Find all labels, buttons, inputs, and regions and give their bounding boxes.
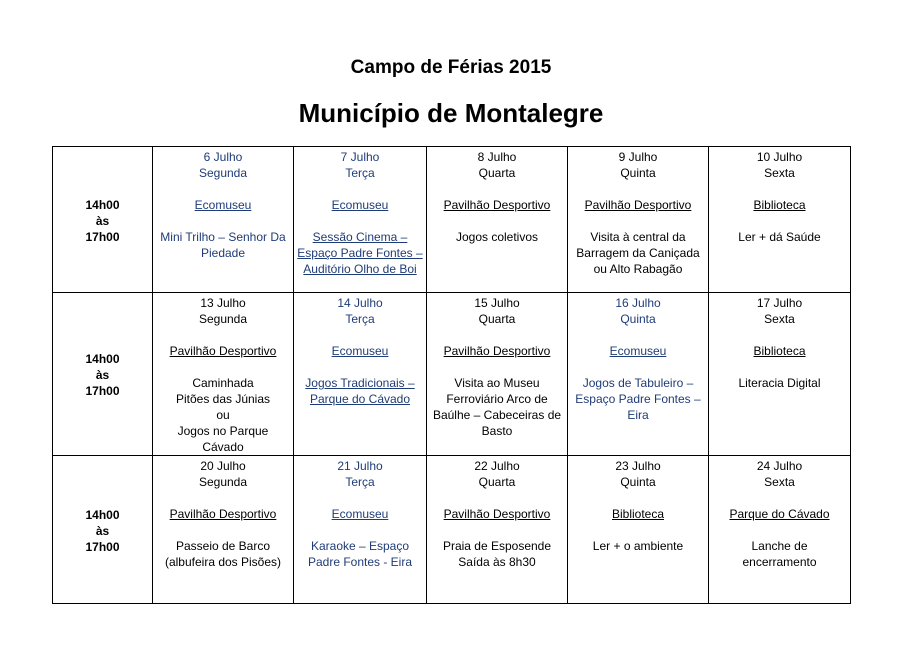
cell-weekday: Quinta [620, 475, 656, 489]
cell-activity-line: Mini Trilho – Senhor Da [160, 230, 286, 244]
cell-spacer [297, 359, 423, 375]
cell-date: 9 Julho [618, 150, 658, 164]
cell-date: 6 Julho [203, 150, 243, 164]
cell-spacer [571, 181, 705, 197]
cell-activity-line: ou [216, 408, 230, 422]
cell-activity-line: Visita ao Museu [454, 376, 540, 390]
cell-date: 21 Julho [337, 459, 383, 473]
time-slot-line: às [95, 368, 110, 382]
cell-spacer [712, 522, 847, 538]
cell-weekday: Quinta [620, 312, 656, 326]
cell-spacer [571, 327, 705, 343]
cell-activity-line: Ler + dá Saúde [738, 230, 821, 244]
cell-activity-line: Espaço Padre Fontes – [575, 392, 701, 406]
time-slot-line: 14h00 [85, 197, 120, 212]
cell-place[interactable]: Ecomuseu [194, 198, 252, 212]
cell-activity-line: Barragem da Caniçada [576, 246, 700, 260]
cell-activity-line: (albufeira dos Pisões) [164, 555, 282, 569]
cell-place: Pavilhão Desportivo [584, 198, 692, 212]
cell-activity-line: Baúlhe – Cabeceiras de [432, 408, 562, 422]
cell-place: Pavilhão Desportivo [169, 507, 277, 521]
time-slot-line: 14h00 [85, 352, 120, 366]
cell-spacer [430, 522, 564, 538]
cell-weekday: Segunda [198, 166, 248, 180]
cell-place: Biblioteca [611, 507, 665, 521]
schedule-cell [568, 147, 709, 293]
cell-place[interactable]: Ecomuseu [331, 344, 389, 358]
time-slot-line: 14h00 [85, 507, 120, 522]
time-slot-cell [53, 456, 153, 604]
cell-activity-line: Eira [627, 408, 649, 422]
cell-activity-line: Basto [481, 424, 513, 438]
cell-activity-line: Cávado [202, 440, 244, 454]
cell-place: Pavilhão Desportivo [443, 507, 551, 521]
schedule-cell [153, 293, 294, 456]
cell-activity-line: Caminhada [192, 376, 254, 390]
cell-activity-line: Passeio de Barco [175, 539, 271, 553]
schedule-cell [153, 456, 294, 604]
cell-place: Biblioteca [753, 198, 806, 212]
cell-weekday: Segunda [198, 475, 248, 489]
cell-spacer [430, 327, 564, 343]
cell-weekday: Sexta [764, 475, 795, 489]
cell-weekday: Sexta [764, 166, 795, 180]
time-slot-line: 17h00 [85, 229, 120, 244]
schedule-cell [294, 147, 427, 293]
cell-date: 14 Julho [337, 296, 383, 310]
cell-date: 15 Julho [474, 296, 520, 310]
cell-spacer [297, 490, 423, 506]
schedule-cell [427, 456, 568, 604]
cell-spacer [430, 213, 564, 229]
cell-activity-line: Ferroviário Arco de [446, 392, 548, 406]
cell-activity-line: Visita à central da [590, 230, 686, 244]
time-slot-cell [53, 293, 153, 456]
cell-spacer [156, 213, 290, 229]
schedule-row [53, 456, 851, 604]
schedule-cell [153, 147, 294, 293]
cell-activity-line: Jogos no Parque [177, 424, 269, 438]
time-slot-line: às [95, 523, 110, 538]
schedule-row [53, 293, 851, 456]
cell-activity-line: Lanche de [751, 539, 808, 553]
cell-spacer [712, 327, 847, 343]
cell-place: Pavilhão Desportivo [443, 344, 551, 358]
cell-activity-line: Praia de Esposende [442, 539, 552, 553]
schedule-row [53, 147, 851, 293]
time-slot-cell [53, 147, 153, 293]
cell-activity-line: Jogos Tradicionais – [305, 376, 415, 390]
cell-spacer [712, 181, 847, 197]
cell-spacer [712, 213, 847, 229]
cell-date: 22 Julho [474, 459, 520, 473]
cell-place[interactable]: Ecomuseu [331, 507, 389, 521]
cell-weekday: Segunda [198, 312, 248, 326]
cell-date: 10 Julho [756, 150, 803, 164]
schedule-cell [709, 293, 851, 456]
cell-activity-line: Padre Fontes - Eira [307, 555, 413, 569]
time-slot-line: às [95, 213, 110, 228]
time-slot-line: 17h00 [85, 539, 120, 554]
cell-date: 7 Julho [340, 150, 380, 164]
schedule-cell [427, 293, 568, 456]
cell-weekday: Quarta [478, 475, 516, 489]
schedule-cell [709, 456, 851, 604]
cell-spacer [156, 359, 290, 375]
cell-weekday: Quinta [620, 166, 656, 180]
cell-activity-line: Jogos coletivos [455, 230, 539, 244]
cell-activity-line: Literacia Digital [738, 376, 821, 390]
cell-place[interactable]: Ecomuseu [609, 344, 667, 358]
cell-activity-line: Auditório Olho de Boi [303, 262, 417, 276]
cell-weekday: Quarta [478, 166, 516, 180]
cell-activity-line: encerramento [742, 555, 817, 569]
cell-spacer [430, 490, 564, 506]
cell-spacer [297, 213, 423, 229]
cell-activity-line: Jogos de Tabuleiro – [582, 376, 694, 390]
cell-spacer [571, 522, 705, 538]
schedule-table [52, 146, 851, 604]
cell-spacer [156, 490, 290, 506]
cell-spacer [571, 359, 705, 375]
cell-spacer [297, 327, 423, 343]
cell-activity-line: Piedade [200, 246, 246, 260]
cell-activity-line: Pitões das Júnias [175, 392, 271, 406]
schedule-cell [568, 456, 709, 604]
cell-weekday: Terça [345, 166, 375, 180]
cell-activity-line: Ler + o ambiente [592, 539, 684, 553]
cell-date: 24 Julho [756, 459, 803, 473]
cell-activity-line: Parque do Cávado [309, 392, 411, 406]
cell-spacer [712, 490, 847, 506]
schedule-cell [427, 147, 568, 293]
cell-date: 17 Julho [756, 296, 803, 310]
cell-date: 16 Julho [615, 296, 661, 310]
cell-spacer [430, 359, 564, 375]
cell-date: 8 Julho [477, 150, 517, 164]
cell-activity-line: ou Alto Rabagão [593, 262, 683, 276]
cell-place: Pavilhão Desportivo [443, 198, 551, 212]
cell-date: 13 Julho [200, 296, 246, 310]
cell-weekday: Terça [345, 312, 375, 326]
cell-spacer [156, 181, 290, 197]
cell-spacer [297, 181, 423, 197]
cell-place: Parque do Cávado [729, 507, 830, 521]
schedule-cell [568, 293, 709, 456]
schedule-cell [294, 293, 427, 456]
cell-activity-line: Saída às 8h30 [458, 555, 536, 569]
cell-spacer [156, 522, 290, 538]
cell-spacer [571, 490, 705, 506]
cell-spacer [712, 359, 847, 375]
cell-activity-line: Karaoke – Espaço [310, 539, 410, 553]
cell-weekday: Sexta [764, 312, 795, 326]
cell-place[interactable]: Ecomuseu [331, 198, 389, 212]
cell-spacer [430, 181, 564, 197]
schedule-cell [709, 147, 851, 293]
cell-date: 20 Julho [200, 459, 246, 473]
cell-weekday: Terça [345, 475, 375, 489]
cell-weekday: Quarta [478, 312, 516, 326]
time-slot-line: 17h00 [85, 384, 120, 398]
document-title: Campo de Férias 2015 [350, 57, 552, 78]
cell-spacer [297, 522, 423, 538]
schedule-cell [294, 456, 427, 604]
cell-place: Pavilhão Desportivo [169, 344, 277, 358]
cell-spacer [156, 327, 290, 343]
cell-date: 23 Julho [615, 459, 661, 473]
cell-place: Biblioteca [753, 344, 806, 358]
cell-activity-line: Espaço Padre Fontes – [297, 246, 423, 260]
cell-activity-line: Sessão Cinema – [312, 230, 408, 244]
document-subtitle: Município de Montalegre [298, 98, 604, 128]
cell-spacer [571, 213, 705, 229]
